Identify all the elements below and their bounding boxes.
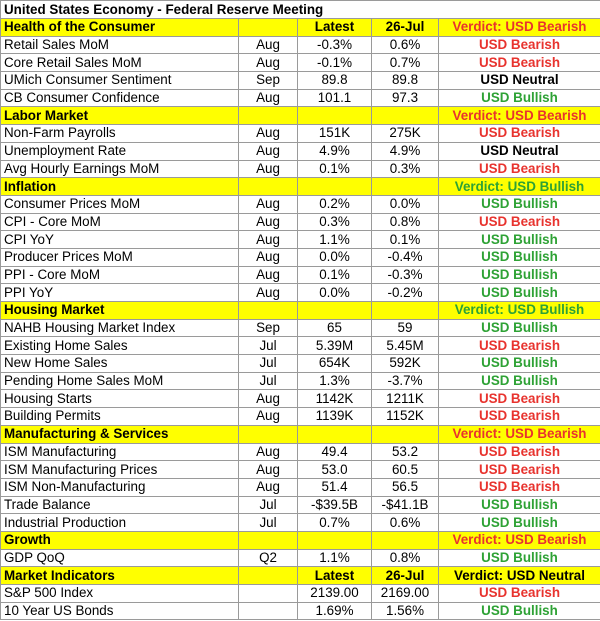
metric-name: Consumer Prices MoM bbox=[1, 195, 239, 213]
table-row bbox=[1, 514, 600, 532]
metric-latest: 0.0% bbox=[298, 284, 372, 302]
metric-period: Aug bbox=[239, 160, 298, 178]
metric-verdict: USD Bearish bbox=[439, 36, 600, 54]
metric-verdict: USD Bullish bbox=[439, 319, 600, 337]
section-prev-label bbox=[372, 178, 439, 196]
metric-latest: 89.8 bbox=[298, 72, 372, 90]
section-period-blank bbox=[239, 178, 298, 196]
metric-previous: 89.8 bbox=[372, 72, 439, 90]
metric-period: Aug bbox=[239, 89, 298, 107]
metric-previous: 0.3% bbox=[372, 160, 439, 178]
metric-name: ISM Manufacturing Prices bbox=[1, 461, 239, 479]
metric-latest: 101.1 bbox=[298, 89, 372, 107]
metric-period: Aug bbox=[239, 213, 298, 231]
metric-previous: 592K bbox=[372, 355, 439, 373]
table-row bbox=[1, 337, 600, 355]
metric-verdict: USD Bearish bbox=[439, 461, 600, 479]
metric-verdict: USD Bearish bbox=[439, 408, 600, 426]
section-latest-label bbox=[298, 178, 372, 196]
metric-period: Aug bbox=[239, 266, 298, 284]
metric-period: Jul bbox=[239, 337, 298, 355]
metric-name: Non-Farm Payrolls bbox=[1, 125, 239, 143]
metric-verdict: USD Bullish bbox=[439, 195, 600, 213]
sheet-title: United States Economy - Federal Reserve Meeting bbox=[1, 1, 600, 19]
metric-period: Aug bbox=[239, 461, 298, 479]
section-title: Inflation bbox=[1, 178, 239, 196]
metric-name: NAHB Housing Market Index bbox=[1, 319, 239, 337]
metric-previous: 0.7% bbox=[372, 54, 439, 72]
metric-period: Jul bbox=[239, 372, 298, 390]
table-row bbox=[1, 266, 600, 284]
metric-previous: -$41.1B bbox=[372, 496, 439, 514]
metric-name: CB Consumer Confidence bbox=[1, 89, 239, 107]
section-period-blank bbox=[239, 425, 298, 443]
section-prev-label: 26-Jul bbox=[372, 567, 439, 585]
metric-period: Aug bbox=[239, 390, 298, 408]
metric-latest: 1139K bbox=[298, 408, 372, 426]
metric-name: Retail Sales MoM bbox=[1, 36, 239, 54]
section-header-row bbox=[1, 425, 600, 443]
metric-verdict: USD Bearish bbox=[439, 390, 600, 408]
table-row bbox=[1, 231, 600, 249]
title-row bbox=[1, 1, 600, 19]
metric-verdict: USD Bullish bbox=[439, 549, 600, 567]
metric-latest: 0.1% bbox=[298, 266, 372, 284]
table-row bbox=[1, 496, 600, 514]
table-row bbox=[1, 478, 600, 496]
section-prev-label bbox=[372, 302, 439, 320]
metric-latest: 51.4 bbox=[298, 478, 372, 496]
metric-period: Aug bbox=[239, 284, 298, 302]
section-header-row bbox=[1, 178, 600, 196]
metric-latest: 0.0% bbox=[298, 248, 372, 266]
metric-period: Jul bbox=[239, 496, 298, 514]
metric-verdict: USD Bullish bbox=[439, 266, 600, 284]
section-latest-label: Latest bbox=[298, 19, 372, 37]
metric-previous: 97.3 bbox=[372, 89, 439, 107]
metric-latest: 0.2% bbox=[298, 195, 372, 213]
metric-verdict: USD Bullish bbox=[439, 89, 600, 107]
metric-latest: 1.1% bbox=[298, 549, 372, 567]
metric-name: ISM Manufacturing bbox=[1, 443, 239, 461]
metric-previous: 275K bbox=[372, 125, 439, 143]
metric-latest: 0.7% bbox=[298, 514, 372, 532]
section-prev-label: 26-Jul bbox=[372, 19, 439, 37]
metric-period: Jul bbox=[239, 514, 298, 532]
section-title: Labor Market bbox=[1, 107, 239, 125]
metric-name: UMich Consumer Sentiment bbox=[1, 72, 239, 90]
section-header-row bbox=[1, 107, 600, 125]
metric-previous: 5.45M bbox=[372, 337, 439, 355]
metric-latest: 53.0 bbox=[298, 461, 372, 479]
metric-period: Aug bbox=[239, 248, 298, 266]
metric-previous: 0.6% bbox=[372, 36, 439, 54]
table-row bbox=[1, 284, 600, 302]
metric-previous: 1211K bbox=[372, 390, 439, 408]
metric-latest: 2139.00 bbox=[298, 585, 372, 603]
metric-period: Aug bbox=[239, 54, 298, 72]
metric-verdict: USD Bearish bbox=[439, 54, 600, 72]
section-period-blank bbox=[239, 531, 298, 549]
metric-name: Industrial Production bbox=[1, 514, 239, 532]
table-row bbox=[1, 319, 600, 337]
metric-verdict: USD Bullish bbox=[439, 231, 600, 249]
metric-previous: 1152K bbox=[372, 408, 439, 426]
table-row bbox=[1, 89, 600, 107]
metric-name: Trade Balance bbox=[1, 496, 239, 514]
table-row bbox=[1, 160, 600, 178]
section-title: Health of the Consumer bbox=[1, 19, 239, 37]
metric-latest: 5.39M bbox=[298, 337, 372, 355]
section-title: Growth bbox=[1, 531, 239, 549]
metric-period bbox=[239, 602, 298, 620]
metric-period: Sep bbox=[239, 319, 298, 337]
metric-latest: 1.1% bbox=[298, 231, 372, 249]
section-period-blank bbox=[239, 567, 298, 585]
table-row bbox=[1, 372, 600, 390]
metric-period: Aug bbox=[239, 36, 298, 54]
metric-name: Producer Prices MoM bbox=[1, 248, 239, 266]
metric-previous: 56.5 bbox=[372, 478, 439, 496]
section-verdict: Verdict: USD Bearish bbox=[439, 107, 600, 125]
metric-previous: 53.2 bbox=[372, 443, 439, 461]
metric-previous: 0.8% bbox=[372, 213, 439, 231]
metric-verdict: USD Bearish bbox=[439, 478, 600, 496]
metric-period: Jul bbox=[239, 355, 298, 373]
metric-period: Aug bbox=[239, 195, 298, 213]
metric-previous: -0.2% bbox=[372, 284, 439, 302]
section-header-row bbox=[1, 531, 600, 549]
table-row bbox=[1, 602, 600, 620]
metric-name: New Home Sales bbox=[1, 355, 239, 373]
metric-period: Q2 bbox=[239, 549, 298, 567]
table-row bbox=[1, 213, 600, 231]
metric-latest: 1142K bbox=[298, 390, 372, 408]
metric-verdict: USD Bullish bbox=[439, 355, 600, 373]
metric-verdict: USD Bearish bbox=[439, 585, 600, 603]
metric-verdict: USD Bearish bbox=[439, 443, 600, 461]
section-latest-label bbox=[298, 107, 372, 125]
section-period-blank bbox=[239, 19, 298, 37]
table-row bbox=[1, 549, 600, 567]
metric-period: Aug bbox=[239, 125, 298, 143]
table-row bbox=[1, 355, 600, 373]
section-verdict: Verdict: USD Bearish bbox=[439, 425, 600, 443]
metric-name: CPI - Core MoM bbox=[1, 213, 239, 231]
metric-name: Avg Hourly Earnings MoM bbox=[1, 160, 239, 178]
metric-previous: 4.9% bbox=[372, 142, 439, 160]
metric-latest: 1.3% bbox=[298, 372, 372, 390]
table-row bbox=[1, 125, 600, 143]
metric-latest: 0.3% bbox=[298, 213, 372, 231]
metric-previous: 2169.00 bbox=[372, 585, 439, 603]
metric-latest: 0.1% bbox=[298, 160, 372, 178]
metric-period: Aug bbox=[239, 443, 298, 461]
metric-period: Aug bbox=[239, 142, 298, 160]
section-latest-label bbox=[298, 425, 372, 443]
section-header-row bbox=[1, 302, 600, 320]
metric-previous: 59 bbox=[372, 319, 439, 337]
section-period-blank bbox=[239, 302, 298, 320]
metric-period bbox=[239, 585, 298, 603]
section-latest-label bbox=[298, 531, 372, 549]
metric-latest: 49.4 bbox=[298, 443, 372, 461]
table-row bbox=[1, 408, 600, 426]
metric-name: CPI YoY bbox=[1, 231, 239, 249]
metric-latest: -0.3% bbox=[298, 36, 372, 54]
metric-name: Unemployment Rate bbox=[1, 142, 239, 160]
metric-period: Aug bbox=[239, 478, 298, 496]
table-row bbox=[1, 585, 600, 603]
metric-verdict: USD Bullish bbox=[439, 372, 600, 390]
metric-latest: -0.1% bbox=[298, 54, 372, 72]
metric-name: ISM Non-Manufacturing bbox=[1, 478, 239, 496]
section-prev-label bbox=[372, 425, 439, 443]
metric-name: Housing Starts bbox=[1, 390, 239, 408]
section-prev-label bbox=[372, 107, 439, 125]
metric-previous: 0.6% bbox=[372, 514, 439, 532]
table-row bbox=[1, 54, 600, 72]
metric-previous: 0.8% bbox=[372, 549, 439, 567]
section-verdict: Verdict: USD Bearish bbox=[439, 19, 600, 37]
section-header-row bbox=[1, 567, 600, 585]
section-verdict: Verdict: USD Bullish bbox=[439, 178, 600, 196]
section-verdict: Verdict: USD Neutral bbox=[439, 567, 600, 585]
metric-previous: -0.4% bbox=[372, 248, 439, 266]
metric-name: Building Permits bbox=[1, 408, 239, 426]
metric-verdict: USD Bearish bbox=[439, 337, 600, 355]
metric-previous: -0.3% bbox=[372, 266, 439, 284]
metric-latest: -$39.5B bbox=[298, 496, 372, 514]
metric-period: Aug bbox=[239, 231, 298, 249]
section-title: Manufacturing & Services bbox=[1, 425, 239, 443]
table-row bbox=[1, 390, 600, 408]
metric-latest: 1.69% bbox=[298, 602, 372, 620]
metric-previous: 1.56% bbox=[372, 602, 439, 620]
metric-name: Existing Home Sales bbox=[1, 337, 239, 355]
metric-name: GDP QoQ bbox=[1, 549, 239, 567]
metric-previous: 60.5 bbox=[372, 461, 439, 479]
table-row bbox=[1, 72, 600, 90]
metric-previous: -3.7% bbox=[372, 372, 439, 390]
section-header-row bbox=[1, 19, 600, 37]
metric-name: Core Retail Sales MoM bbox=[1, 54, 239, 72]
metric-verdict: USD Bearish bbox=[439, 213, 600, 231]
metric-name: S&P 500 Index bbox=[1, 585, 239, 603]
section-title: Market Indicators bbox=[1, 567, 239, 585]
metric-verdict: USD Bullish bbox=[439, 496, 600, 514]
metric-period: Aug bbox=[239, 408, 298, 426]
metric-name: 10 Year US Bonds bbox=[1, 602, 239, 620]
metric-verdict: USD Neutral bbox=[439, 142, 600, 160]
table-row bbox=[1, 36, 600, 54]
table-row bbox=[1, 142, 600, 160]
metric-period: Sep bbox=[239, 72, 298, 90]
metric-latest: 65 bbox=[298, 319, 372, 337]
section-verdict: Verdict: USD Bearish bbox=[439, 531, 600, 549]
metric-verdict: USD Bearish bbox=[439, 125, 600, 143]
metric-verdict: USD Bearish bbox=[439, 160, 600, 178]
metric-verdict: USD Bullish bbox=[439, 248, 600, 266]
metric-previous: 0.0% bbox=[372, 195, 439, 213]
metric-verdict: USD Bullish bbox=[439, 284, 600, 302]
section-verdict: Verdict: USD Bullish bbox=[439, 302, 600, 320]
table-row bbox=[1, 248, 600, 266]
metric-previous: 0.1% bbox=[372, 231, 439, 249]
metric-verdict: USD Neutral bbox=[439, 72, 600, 90]
section-title: Housing Market bbox=[1, 302, 239, 320]
table-row bbox=[1, 461, 600, 479]
section-latest-label bbox=[298, 302, 372, 320]
metric-latest: 654K bbox=[298, 355, 372, 373]
metric-name: PPI - Core MoM bbox=[1, 266, 239, 284]
table-row bbox=[1, 195, 600, 213]
metric-verdict: USD Bullish bbox=[439, 514, 600, 532]
section-latest-label: Latest bbox=[298, 567, 372, 585]
section-prev-label bbox=[372, 531, 439, 549]
table-row bbox=[1, 443, 600, 461]
metric-name: Pending Home Sales MoM bbox=[1, 372, 239, 390]
section-period-blank bbox=[239, 107, 298, 125]
metric-name: PPI YoY bbox=[1, 284, 239, 302]
metric-latest: 4.9% bbox=[298, 142, 372, 160]
metric-verdict: USD Bullish bbox=[439, 602, 600, 620]
metric-latest: 151K bbox=[298, 125, 372, 143]
